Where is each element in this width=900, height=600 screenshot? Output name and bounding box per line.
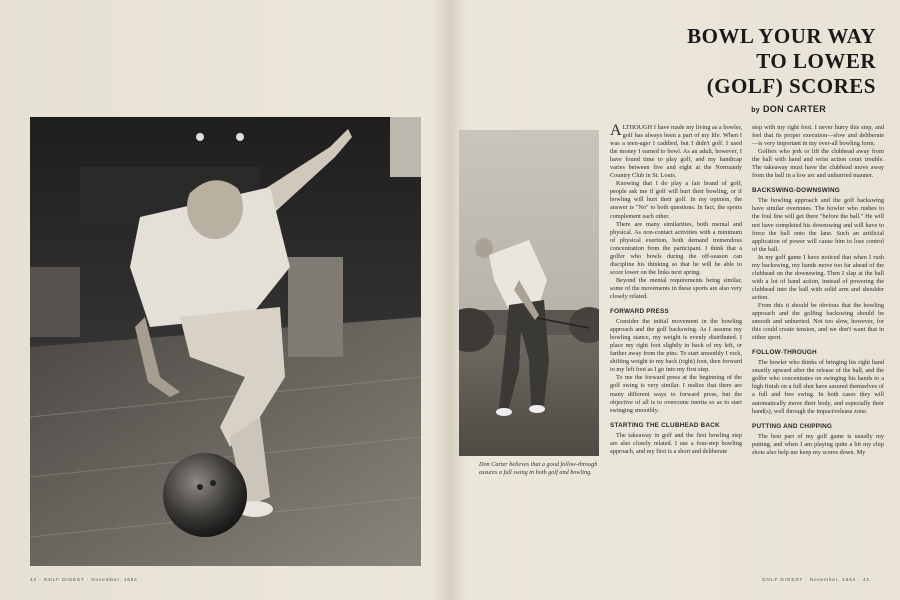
byline	[620, 104, 826, 114]
paragraph: There are many similarities, both mental and physical. As non-contact activities with a minimum of physical exertion, both demand tremendous concentration from the participant. I think that a golfer who bowls during the off-season can discipline his thinking so that he will be able to score lower on the links next spring.	[610, 220, 742, 276]
paragraph: The takeaway in golf and the first bowling step are also closely related. I use a four-step bowling approach, and my first is a short and deliberate	[610, 431, 742, 455]
author-name: DON CARTER	[763, 104, 826, 114]
paragraph: In my golf game I have noticed that when I rush my backswing, my hands move too far ahead of the clubhead on the downswing. Then I slap at the ball with a lot of hand action, instead of powering the clubhead into the ball with solid arm and shoulder action.	[752, 253, 884, 301]
bowler-photo	[30, 117, 421, 566]
paragraph: The bowling approach and the golf backswing have similar overtones. The bowler who rushes to the foul line will get there "before the ball." He will not have completed his downswing and will have to force the ball onto the lane. Such an artificial application of power will cause him to lose control of the ball.	[752, 197, 884, 253]
folio-right: GOLF DIGEST · November, 1964 · 43	[762, 578, 870, 583]
paragraph: Knowing that I do play a fair brand of golf, people ask me if golf will hurt their bowling, or if bowling will hurt their golf. In my opinion, the answer is "No" to both questions. In fact, the sports complement each other.	[610, 180, 742, 220]
paragraph: The best part of my golf game is usually my putting, and when I am playing quite a bit my chip shots also help me keep my scores down. My	[752, 432, 884, 456]
subhead-follow-through: FOLLOW-THROUGH	[752, 349, 817, 357]
paragraph: From this it should be obvious that the bowling approach and the golfing backswing should be smooth and unhurried. Not too slow, however, for this could create tension, and we don't want that in either sport.	[752, 301, 884, 342]
photo-caption: Don Carter believes that a good follow-through assures a full swing in both golf and bowling.	[479, 461, 598, 476]
drop-cap: A	[610, 122, 622, 139]
paragraph: Golfers who jerk or lift the clubhead away from the ball with hand and wrist action court trouble. The takeaway must have the clubhead move away from the ball in a low arc and unhurried manner.	[752, 148, 884, 180]
paragraph: The bowler who thinks of bringing his right hand smartly upward after the release of the ball, and the golfer who concentrates on swinging his hands to a high finish on a full shot have assured themselves of a full and free swing. In both cases they will automatically move their body, and especially their hand(s), well through the impact/release zone.	[752, 359, 884, 415]
subhead-forward-press: FORWARD PRESS	[610, 308, 669, 316]
title-line-1: BOWL YOUR WAY	[687, 24, 876, 48]
byline-prefix: by	[751, 107, 760, 114]
text-column-2	[752, 124, 884, 457]
article-title	[600, 24, 876, 99]
text-column-1	[610, 124, 742, 456]
title-line-2: TO LOWER	[756, 49, 876, 73]
paragraph: step with my right foot. I never hurry this step, and feel that its proper execution—slow and deliberate—is very important in my over-all bowling form.	[752, 124, 884, 148]
folio-left: 42 · GOLF DIGEST · November, 1964	[30, 578, 138, 583]
paragraph: Consider the initial movement in the bowling approach and the golf backswing. As I assume my bowling stance, my weight is evenly distributed. I place my right foot slightly in back of my left, or farther away from the pins. To start smoothly I rock, shifting weight to my back (right) foot, then forward to my left foot as I go into my first step.	[610, 318, 742, 374]
paragraph: ALTHOUGH I have made my living as a bowler, golf has always been a part of my life. When I was a teen-ager I caddied, but I didn't golf. I used the money I earned to bowl. As an adult, however, I have found time to play golf, and my handicap varies between five and eight at the Normandy Country Club in St. Louis.	[610, 122, 742, 180]
golfer-photo	[459, 130, 599, 456]
subhead-backswing-downswing: BACKSWING-DOWNSWING	[752, 187, 840, 195]
title-line-3: (GOLF) SCORES	[706, 74, 876, 98]
paragraph: Beyond the mental requirements being similar, some of the movements in these sports are also very closely related.	[610, 276, 742, 300]
subhead-putting-and-chipping: PUTTING AND CHIPPING	[752, 422, 833, 430]
paragraph: To me the forward press at the beginning of the golf swing is very similar. I realize that there are many different ways to forward press, but the objective of all is to overcome inertia so as to start swinging smoothly.	[610, 374, 742, 414]
subhead-starting-clubhead-back: STARTING THE CLUBHEAD BACK	[610, 421, 720, 429]
